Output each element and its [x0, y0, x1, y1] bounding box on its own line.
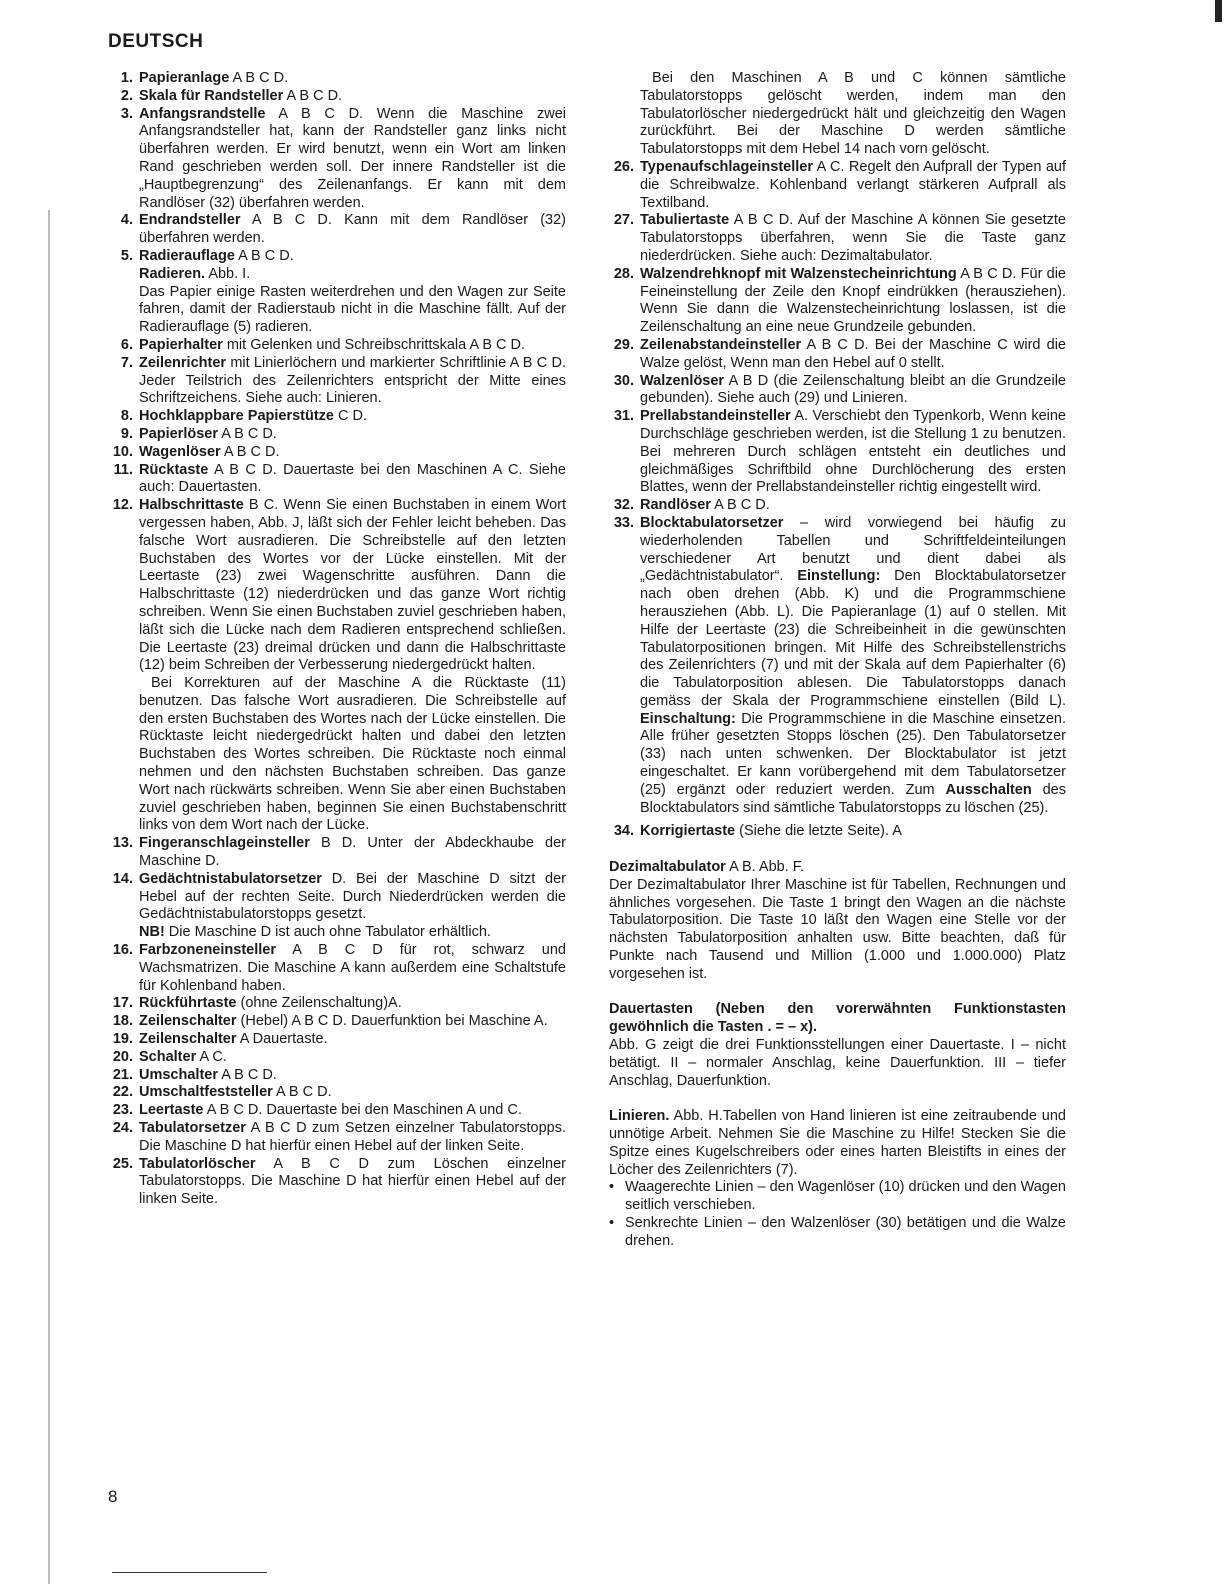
item-number: 28. [613, 265, 634, 282]
item-term: Zeilenrichter [139, 354, 227, 371]
item-number: 23. [112, 1102, 133, 1119]
item-number: 21. [112, 1066, 133, 1083]
item-term: Tabulatorsetzer [139, 1120, 246, 1137]
item-number: 12. [112, 497, 133, 514]
item-text: D. Bei der Maschine D sitzt der Hebel auf der rechten Seite. Durch Niederdrücken werden die Gedächtnistabulatorstopps gesetzt. [139, 870, 566, 923]
item-text: – wird vorwiegend bei häufig zu wiederholenden Tabellen und Schriftfeldeinteilungen verschiedener Art benutzt und dient dabei als „Gedächtnistabulator“. [640, 514, 1066, 585]
item-text: A B C D. [218, 425, 277, 442]
list-item [108, 1084, 566, 1102]
list-item [609, 1215, 1066, 1251]
item-number: 31. [613, 408, 634, 425]
list-item [108, 835, 566, 871]
list-item [108, 106, 566, 213]
item-term: Papierlöser [139, 425, 218, 442]
item-term: Walzenlöser [640, 372, 725, 389]
list-item [609, 159, 1066, 212]
item-term: Randlöser [640, 497, 711, 514]
section-dezimaltabulator [609, 859, 1066, 984]
item-text: A B C D. Kann mit dem Randlöser (32) überfahren werden. [139, 212, 566, 247]
item-number: 25. [112, 1155, 133, 1172]
list-item [108, 1156, 566, 1209]
item-term: Halbschrittaste [139, 497, 244, 514]
item-term: Tabuliertaste [640, 212, 730, 229]
item-paragraph: Bei den Maschinen A B und C können sämtliche Tabulatorstopps gelöscht werden, indem man den Tabulatorlöscher niedergedrückt hält und gleichzeitig den Wagen zurückführt. Bei der Maschine D werden sämtliche Tabulatorstopps mit dem Hebel 14 nach vorn gelöscht. [640, 70, 1066, 158]
section-linieren [609, 1108, 1066, 1250]
item-number: 17. [112, 995, 133, 1012]
list-item [108, 1013, 566, 1031]
item-term: Korrigiertaste [640, 823, 736, 840]
item-term: Zeilenschalter [139, 1031, 237, 1048]
item-text: (Hebel) A B C D. Dauerfunktion bei Maschine A. [236, 1013, 548, 1030]
list-item [108, 355, 566, 408]
list-item [108, 444, 566, 462]
item-term: Gedächtnistabulatorsetzer [139, 870, 322, 887]
item-text: Die Programmschiene in die Maschine einsetzen. Alle früher gesetzten Stopps löschen (25). Den Tabulatorsetzer (33) nach unten schwenken. Der Blocktabulator ist jetzt eingeschaltet. Er kann vorübergehend mit dem Tabulatorsetzer (25) ergänzt oder reduziert werden. Zum [640, 710, 1066, 798]
list-item [108, 88, 566, 106]
list-item [108, 212, 566, 248]
list-item [108, 248, 566, 337]
section-title: Dezimaltabulator [609, 859, 726, 876]
item-text: C D. [334, 408, 368, 425]
list-item [108, 1067, 566, 1085]
item-text: (Siehe die letzte Seite). A [735, 823, 902, 840]
item-number: 4. [120, 212, 133, 229]
section-dauertasten [609, 1001, 1066, 1090]
item-number: 32. [613, 497, 634, 514]
item-number: 16. [112, 942, 133, 959]
item-number: 7. [120, 354, 133, 371]
note-label: NB! [139, 924, 165, 941]
item-term: Endrandsteller [139, 212, 241, 229]
item-text: A B C D zum Löschen einzelner Tabulatorstopps. Die Maschine D hat hierfür einen Hebel auf der linken Seite. [139, 1155, 566, 1208]
item-number: 8. [120, 408, 133, 425]
item-number: 3. [120, 105, 133, 122]
item-text: A B C D. [229, 70, 289, 86]
subheading: Ausschalten [945, 781, 1032, 798]
item-number: 10. [112, 443, 133, 460]
scan-mark [1215, 0, 1222, 22]
page-number: 8 [108, 1487, 118, 1506]
item-continuation [640, 70, 1066, 159]
item-number: 29. [613, 336, 634, 353]
item-number: 27. [613, 212, 634, 229]
item-number: 22. [112, 1084, 133, 1101]
list-item [108, 337, 566, 355]
list-item [108, 408, 566, 426]
list-item [609, 337, 1066, 373]
item-term: Umschaltfeststeller [139, 1084, 273, 1101]
list-item [609, 408, 1066, 497]
item-term: Blocktabulatorsetzer [640, 514, 784, 531]
item-number: 2. [120, 87, 133, 104]
scan-edge [48, 210, 50, 1584]
item-text: A B C D. Bei der Maschine C wird die Walze gelöst, Wenn man den Hebel auf 0 stellt. [640, 336, 1066, 371]
item-number: 14. [112, 870, 133, 887]
list-item [108, 1102, 566, 1120]
item-text: B D. Unter der Abdeckhaube der Maschine D. [139, 835, 566, 870]
item-term: Zeilenabstandeinsteller [640, 336, 802, 353]
item-term: Hochklappbare Papierstütze [139, 408, 334, 425]
item-term: Prellabstandeinsteller [640, 408, 791, 425]
item-paragraph: Bei Korrekturen auf der Maschine A die Rücktaste (11) benutzen. Das falsche Wort ausradieren. Die Schreibstelle auf den ersten Buchstaben des Wortes nach der Lücke einstellen. Die Rücktaste leicht niedergedrückt halten und dabei den letzten Buchstaben des Wortes schreiben. Die Rücktaste noch einmal nehmen und den nächsten Buchstaben schreiben. Das ganze Wort nach rückwärts schreiben. Wenn Sie aber einen Buchstaben zuviel geschrieben haben, beginnen Sie einen Buchstabenschritt links von dem Wort nach der Lücke. [139, 675, 566, 834]
item-number: 1. [120, 70, 133, 86]
item-text: A B C D. Wenn die Maschine zwei Anfangsrandsteller hat, kann der Randsteller ganz links nicht überfahren werden. Er wird benutzt, wenn ein Wort am linken Rand geschrieben werden soll. Der innere Randsteller ist die „Hauptbegrenzung“ des Zeilenanfangs. Er kann mit dem Randlöser (32) überfahren werden. [139, 105, 566, 211]
list-item [108, 942, 566, 995]
item-text: A B C D zum Setzen einzelner Tabulatorstopps. Die Maschine D hat hierfür einen Hebel auf der linken Seite. [139, 1120, 566, 1154]
item-term: Papieranlage [139, 70, 230, 86]
section-paragraph: Abb. H.Tabellen von Hand linieren ist eine zeitraubende und unnötige Arbeit. Nehmen Sie die Maschine zu Hilfe! Stecken Sie die Spitze eines Kugelschreibers oder eines harten Bleistifts in eines der Löcher des Zeilenrichters (7). [609, 1108, 1066, 1178]
item-paragraph: Das Papier einige Rasten weiterdrehen und den Wagen zur Seite fahren, damit der Radierstaub nicht in die Maschine fällt. Auf der Radierauflage (5) radieren. [139, 283, 566, 336]
item-term: Umschalter [139, 1066, 218, 1083]
item-number: 18. [112, 1013, 133, 1030]
item-term: Leertaste [139, 1102, 204, 1119]
item-text: (ohne Zeilenschaltung)A. [236, 995, 402, 1012]
item-text: A. Verschiebt den Typenkorb, Wenn keine Durchschläge geschrieben werden, ist die Stellung 1 zu benutzen. Bei mehreren Durch schlägen entsteht ein deutliches und gleichmäßiges Schriftbild ohne Durchlöcherung des ersten Blattes, wenn der Prellabstandeinsteller richtig eingestellt wird. [640, 408, 1066, 496]
bullet-icon: • [609, 1179, 615, 1196]
right-column [609, 70, 1066, 1251]
list-item [108, 462, 566, 498]
item-number: 13. [112, 835, 133, 852]
section-text: A B. Abb. F. [725, 859, 805, 876]
bullet-text: Senkrechte Linien – den Walzenlöser (30) betätigen und die Walze drehen. [625, 1215, 1066, 1249]
item-number: 11. [113, 461, 133, 478]
list-item [609, 515, 1066, 818]
item-term: Tabulatorlöscher [139, 1155, 256, 1172]
subheading: Radieren. [139, 265, 206, 282]
page-heading: DEUTSCH [108, 31, 204, 52]
list-item [108, 70, 566, 88]
item-text: mit Gelenken und Schreibschrittskala A B C D. [222, 336, 526, 353]
list-item [108, 1120, 566, 1156]
item-term: Radierauflage [139, 247, 235, 264]
section-title: Dauertasten (Neben den vorerwähnten Funktionstasten gewöhnlich die Tasten . = – x). [609, 1001, 1066, 1036]
bullet-icon: • [609, 1215, 615, 1231]
item-text: A B C D für rot, schwarz und Wachsmatrizen. Die Maschine A kann außerdem eine Schaltstufe für Kohlenband haben. [139, 942, 566, 994]
item-text: A B C D. Dauertaste bei den Maschinen A und C. [203, 1102, 522, 1119]
list-item [609, 1179, 1066, 1215]
item-text: A B C D. [272, 1084, 332, 1101]
item-term: Schalter [139, 1048, 197, 1065]
item-number: 24. [112, 1120, 133, 1137]
note-text: Die Maschine D ist auch ohne Tabulator erhältlich. [164, 924, 491, 941]
item-number: 34. [613, 823, 634, 840]
item-number: 5. [120, 247, 133, 264]
item-text: A Dauertaste. [236, 1031, 328, 1048]
section-paragraph: Der Dezimaltabulator Ihrer Maschine ist für Tabellen, Rechnungen und ähnliches vorgesehen. Die Taste 1 bringt den Wagen an die nächste Tabulatorposition. Die Taste 10 läßt den Wagen eine Stelle vor der nächsten Tabulatorposition anhalten usw. Bitte beachten, daß für Punkte nach Tausend und Million (1.000 und 1.000.000) Platz vorgesehen ist. [609, 876, 1066, 982]
list-item [108, 497, 566, 835]
item-number: 26. [613, 158, 634, 175]
item-term: Farbzoneneinsteller [139, 942, 276, 959]
item-term: Fingeranschlageinsteller [139, 835, 310, 852]
list-item [609, 823, 1066, 841]
item-text: B C. Wenn Sie einen Buchstaben in einem Wort vergessen haben, Abb. J, läßt sich der Fehler leicht beheben. Das falsche Wort ausradieren. Die Schreibstelle auf den letzten Buchstaben des Wortes vor der Lücke einstellen. Mit der Leertaste (23) zwei Wagenschritte ausführen. Dann die Halbschrittaste (12) niederdrücken und das ganze Wort richtig schreiben. Wenn Sie einen Buchstaben zuviel geschrieben haben, läßt sich die Lücke nach dem Radieren entsprechend schließen. Die Leertaste (23) dreimal drücken und dann die Halbschrittaste (12) beim Schreiben der Verbesserung niedergedrückt halten. [139, 497, 566, 674]
item-text: A B C D. Auf der Maschine A können Sie gesetzte Tabulatorstopps überfahren, wenn Sie die Taste ganz niederdrücken. Siehe auch: Dezimaltabulator. [640, 212, 1066, 264]
scan-edge-bottom [112, 1572, 267, 1573]
item-term: Rücktaste [139, 461, 209, 478]
item-term: Walzendrehknopf mit Walzenstecheinrichtung [640, 265, 957, 282]
list-item [108, 426, 566, 444]
subheading: Einstellung: [797, 568, 881, 585]
item-text: A B D (die Zeilenschaltung bleibt an die Grundzeile gebunden). Siehe auch (29) und Linieren. [640, 372, 1066, 407]
item-text: des Blocktabulators sind sämtliche Tabulatorstopps zu löschen (25). [640, 781, 1066, 816]
item-text: A C. Regelt den Aufprall der Typen auf die Schreibwalze. Kohlenband verlangt stärkeren Aufprall als Textilband. [640, 158, 1066, 211]
item-term: Wagenlöser [139, 443, 221, 460]
list-item [108, 1049, 566, 1067]
item-text: A B C D. [710, 497, 770, 514]
item-text: A C. [196, 1048, 227, 1065]
item-number: 30. [613, 372, 634, 389]
left-column [108, 70, 566, 1209]
item-term: Zeilenschalter [139, 1013, 237, 1030]
item-term: Rückführtaste [139, 995, 237, 1012]
list-item [609, 266, 1066, 337]
section-title: Linieren. [609, 1108, 670, 1125]
list-item [108, 1031, 566, 1049]
item-text: A B C D. [234, 247, 294, 264]
list-item [609, 373, 1066, 409]
item-term: Anfangsrandstelle [139, 105, 266, 122]
list-item [108, 995, 566, 1013]
item-text: Abb. I. [205, 265, 251, 282]
item-number: 33. [613, 514, 634, 531]
subheading: Einschaltung: [640, 710, 736, 727]
item-number: 9. [120, 425, 133, 442]
list-item [609, 497, 1066, 515]
item-text: A B C D. [217, 1066, 277, 1083]
item-text: A B C D. Für die Feineinstellung der Zeile den Knopf eindrükken (herausziehen). Wenn Sie dann die Walzenstecheinrichtung loslassen, ist die Zeilenschaltung an eine neue Grundzeile gebunden. [640, 265, 1066, 336]
item-text: A B C D. [220, 443, 280, 460]
item-number: 6. [120, 336, 133, 353]
item-text: A B C D. [283, 87, 343, 104]
item-term: Typenaufschlageinsteller [640, 158, 813, 175]
item-number: 19. [112, 1031, 133, 1048]
item-term: Skala für Randsteller [139, 87, 284, 104]
section-paragraph: Abb. G zeigt die drei Funktionsstellungen einer Dauertaste. I – nicht betätigt. II – normaler Anschlag, keine Dauerfunktion. III – tiefer Anschlag, Dauerfunktion. [609, 1037, 1066, 1089]
item-term: Papierhalter [139, 336, 223, 353]
item-text: Den Blocktabulatorsetzer nach oben drehen (Abb. K) und die Programmschiene herausziehen (Abb. L). Die Papieranlage (1) auf 0 stellen. Mit Hilfe der Leertaste (23) die Schreibeinheit in die gewünschten Tabulatorpositionen bringen. Mit Hilfe des Schreibstellenstrichs des Zeilenrichters (7) und mit der Skala auf dem Papierhalter (6) die Tabulatorposition ablesen. Die Tabulatorstopps danach gemäss der Skala der Programmschiene einstellen (Bild L). [640, 568, 1066, 709]
list-item [108, 871, 566, 942]
bullet-text: Waagerechte Linien – den Wagenlöser (10) drücken und den Wagen seitlich verschieben. [625, 1179, 1066, 1214]
item-text: A B C D. Dauertaste bei den Maschinen A C. Siehe auch: Dauertasten. [139, 461, 566, 496]
item-text: mit Linierlöchern und markierter Schriftlinie A B C D. Jeder Teilstrich des Zeilenrichters entspricht der Mitte eines Schriftzeichens. Siehe auch: Linieren. [139, 354, 566, 407]
item-number: 20. [112, 1048, 133, 1065]
list-item [609, 212, 1066, 265]
